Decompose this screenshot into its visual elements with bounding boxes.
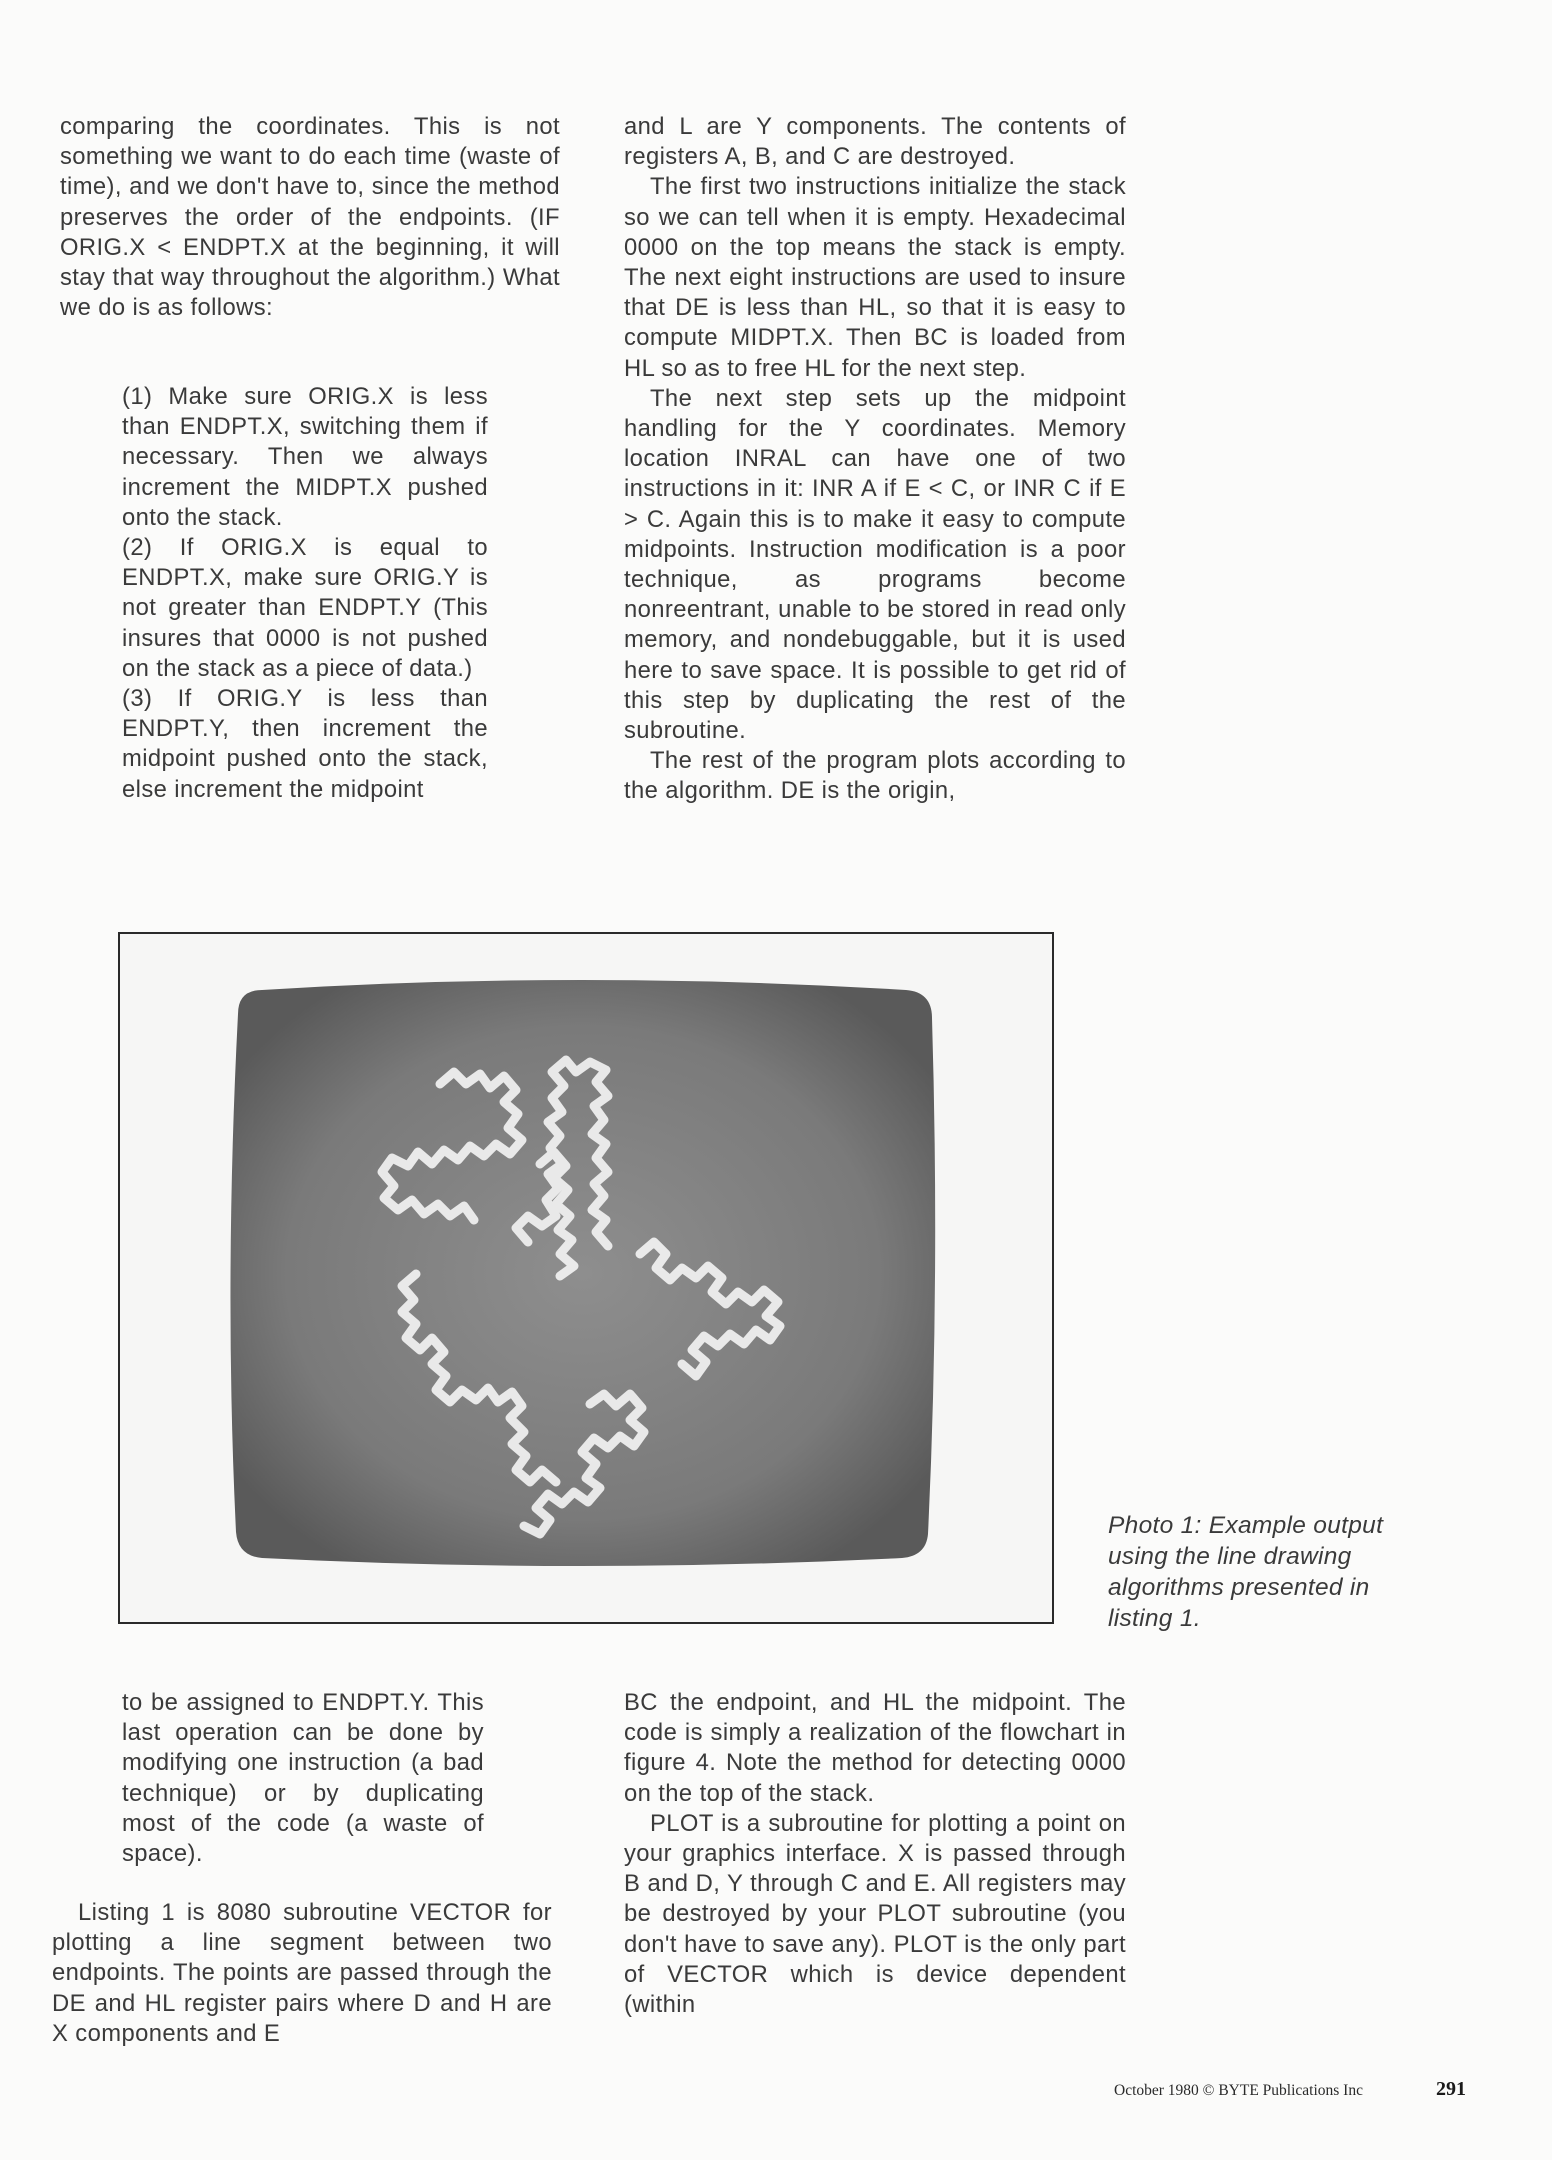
list-item-continued: to be assigned to ENDPT.Y. This last operation can be done by modifying one instruction (a bad technique) or by duplicating most of the code (a waste of space).	[122, 1689, 484, 1868]
paragraph: The first two instructions initialize the stack so we can tell when it is empty. Hexadecimal 0000 on the top means the stack is empty. The next eight instructions are used to insure that DE is less than HL, so that it is easy to compute MIDPT.X. Then BC is loaded from HL so as to free HL for the next step.	[624, 173, 1126, 382]
list-item: (2) If ORIG.X is equal to ENDPT.X, make sure ORIG.Y is not greater than ENDPT.Y (This insures that 0000 is not pushed on the stack as a piece of data.)	[122, 534, 488, 682]
numbered-list	[122, 382, 488, 805]
paragraph: Listing 1 is 8080 subroutine VECTOR for plotting a line segment between two endpoints. The points are passed through the DE and HL register pairs where D and H are X components and E	[52, 1899, 552, 2047]
paragraph: PLOT is a subroutine for plotting a point on your graphics interface. X is passed through B and D, Y through C and E. All registers may be destroyed by your PLOT subroutine (you don't have to save any). PLOT is the only part of VECTOR which is device dependent (within	[624, 1809, 1126, 2019]
footer-credit: October 1980 © BYTE Publications Inc	[1114, 2082, 1363, 2099]
article-column-bottom-left	[52, 1898, 552, 2049]
list-item: (3) If ORIG.Y is less than ENDPT.Y, then increment the midpoint pushed onto the stack, else increment the midpoint	[122, 685, 488, 803]
article-column-top-right	[624, 112, 1126, 807]
photo-1-frame	[118, 932, 1054, 1624]
paragraph: comparing the coordinates. This is not something we want to do each time (waste of time), and we don't have to, since the method preserves the order of the endpoints. (IF ORIG.X < ENDPT.X at the beginning, it will stay that way throughout the algorithm.) What we do is as follows:	[60, 113, 560, 322]
page-number: 291	[1436, 2078, 1466, 2100]
article-column-top-left	[60, 112, 560, 323]
paragraph: The rest of the program plots according to the algorithm. DE is the origin,	[624, 747, 1126, 805]
numbered-list-continued	[122, 1688, 484, 1869]
paragraph: BC the endpoint, and HL the midpoint. The code is simply a realization of the flowchart in figure 4. Note the method for detecting 0000 on the top of the stack.	[624, 1689, 1126, 1807]
paragraph: The next step sets up the midpoint handling for the Y coordinates. Memory location INRAL can have one of two instructions in it: INR A if E < C, or INR C if E > C. Again this is to make it easy to compute midpoints. Instruction modification is a poor technique, as programs become nonreentrant, unable to be stored in read only memory, and nondebuggable, but it is used here to save space. It is possible to get rid of this step by duplicating the rest of the subroutine.	[624, 384, 1126, 745]
article-column-bottom-right	[624, 1688, 1126, 2020]
photo-1-image	[120, 934, 1052, 1622]
list-item: (1) Make sure ORIG.X is less than ENDPT.X, switching them if necessary. Then we always increment the MIDPT.X pushed onto the stack.	[122, 383, 488, 531]
photo-caption: Photo 1: Example output using the line drawing algorithms presented in listing 1.	[1108, 1512, 1384, 1632]
paragraph: and L are Y components. The contents of registers A, B, and C are destroyed.	[624, 113, 1126, 171]
